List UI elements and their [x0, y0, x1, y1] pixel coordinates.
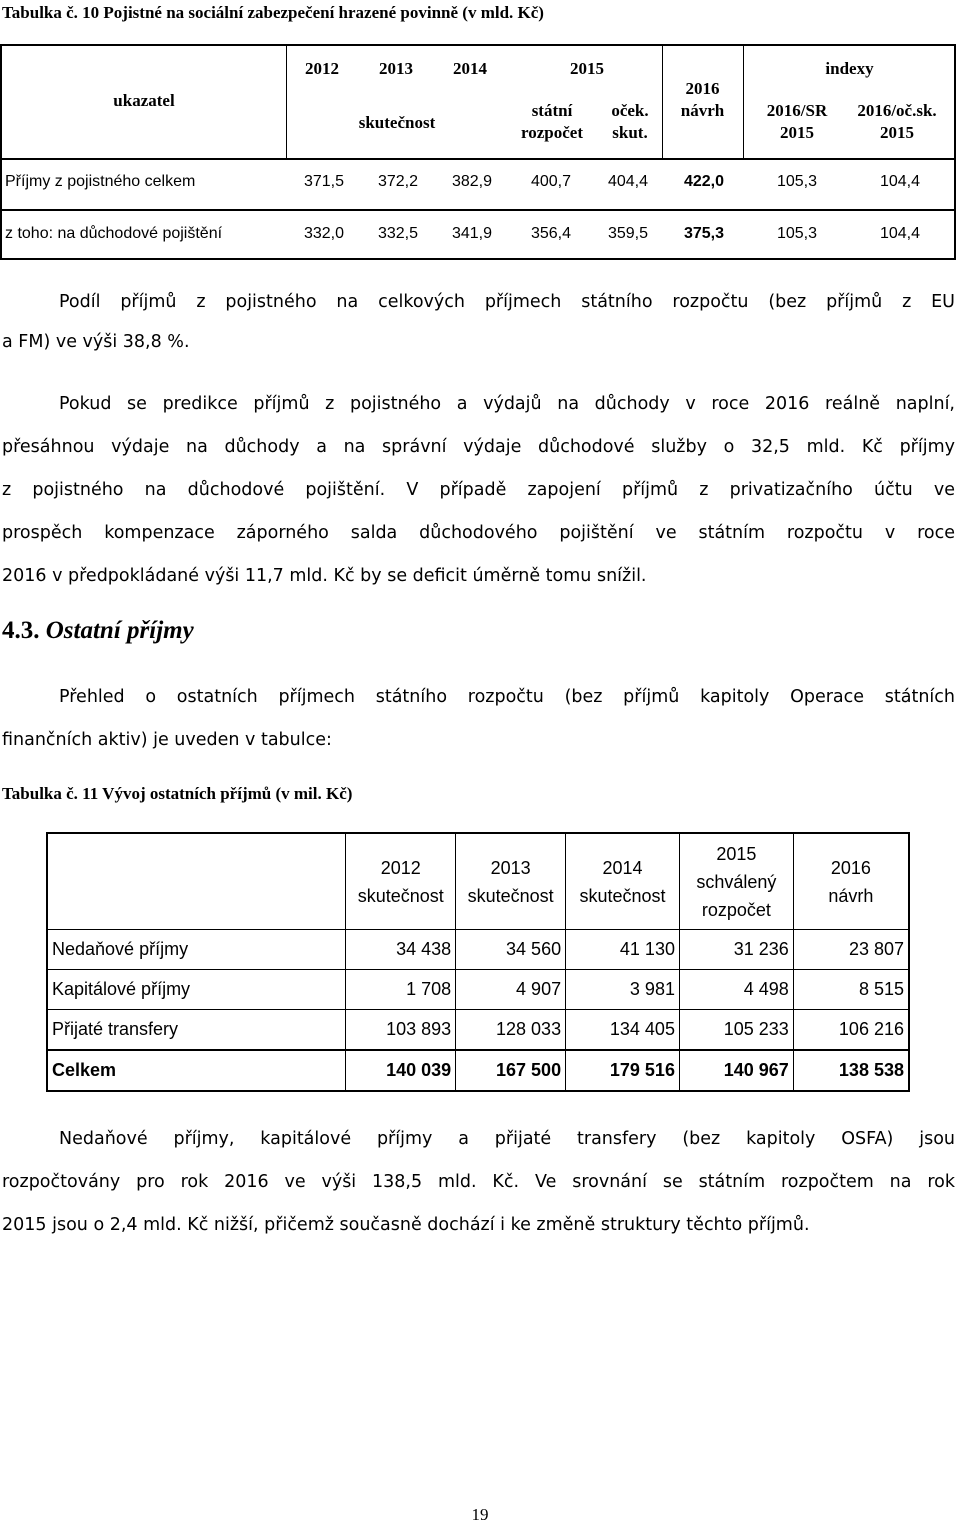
paragraph-prediction-line: přesáhnou výdaje na důchody a na správní výdaje důchodové služby o 32,5 mld. Kč příjmy: [2, 437, 955, 457]
paragraph-prediction-line: prospěch kompenzace záporného salda důchodového pojištění ve státním rozpočtu v roce: [2, 523, 955, 543]
header-statni-line2: rozpočet: [521, 123, 583, 142]
header-ocsk: [842, 100, 952, 144]
table-cell: 404,4: [607, 173, 649, 190]
section-number: 4.3.: [2, 617, 40, 644]
paragraph-summary-line: 2015 jsou o 2,4 mld. Kč nižší, přičemž současně dochází i ke změně struktury těchto příjmů.: [2, 1215, 810, 1235]
table-cell: 34 560: [456, 930, 566, 970]
header-2012: 2012: [305, 59, 339, 78]
table-cell: 103 893: [346, 1010, 456, 1051]
paragraph-summary-line: Nedaňové příjmy, kapitálové příjmy a přijaté transfery (bez kapitoly OSFA) jsou: [59, 1129, 955, 1149]
table-cell: 372,2: [377, 173, 419, 190]
table-cell: 104,4: [879, 173, 921, 190]
row-label: Kapitálové příjmy: [47, 970, 346, 1010]
table-cell: 359,5: [607, 225, 649, 242]
header-2016-navrh: [662, 78, 743, 122]
header-line: návrh: [828, 885, 874, 906]
header-cell-2013: [456, 833, 566, 930]
table-cell: 140 039: [346, 1050, 456, 1091]
header-sr: [747, 100, 847, 144]
table-cell: 356,4: [530, 225, 572, 242]
header-sr-line2: 2015: [780, 123, 814, 142]
paragraph-overview-end: finančních aktiv) je uveden v tabulce:: [2, 730, 332, 750]
table-row: [47, 930, 909, 970]
table-cell: 41 130: [566, 930, 680, 970]
page-number: 19: [471, 1505, 489, 1524]
table-cell: 3 981: [566, 970, 680, 1010]
header-cell-2015: [679, 833, 793, 930]
header-cell-empty: [47, 833, 346, 930]
table11: [46, 832, 910, 1092]
table-cell: 105,3: [776, 225, 818, 242]
header-line: 2014: [602, 857, 643, 878]
header-ocsk-line2: 2015: [880, 123, 914, 142]
header-line: skutečnost: [579, 885, 666, 906]
table-cell: 1 708: [346, 970, 456, 1010]
header-cell-2014: [566, 833, 680, 930]
table-cell: 128 033: [456, 1010, 566, 1051]
header-statni-line1: státní: [531, 101, 573, 120]
header-ocek-skut: [600, 100, 660, 144]
table-cell: 422,0: [683, 173, 725, 190]
header-2015: 2015: [570, 59, 604, 78]
table-cell: 106 216: [793, 1010, 909, 1051]
table-row: [47, 970, 909, 1010]
row-label: Přijaté transfery: [47, 1010, 346, 1051]
header-ocek-line2: skut.: [612, 123, 648, 142]
row-label: z toho: na důchodové pojištění: [5, 225, 223, 242]
paragraph-prediction-line: z pojistného na důchodové pojištění. V případě zapojení příjmů z privatizačního účtu ve: [2, 480, 955, 500]
section-heading: [2, 617, 194, 645]
header-ocek-line1: oček.: [611, 101, 649, 120]
section-title: Ostatní příjmy: [45, 617, 194, 644]
table-cell: 341,9: [451, 225, 493, 242]
table10-header-divider: [2, 158, 954, 160]
header-2014: 2014: [453, 59, 487, 78]
table-cell: 375,3: [683, 225, 725, 242]
table10-row-divider: [2, 209, 954, 211]
table-cell: 134 405: [566, 1010, 680, 1051]
table-header-row: [47, 833, 909, 930]
paragraph-share-end: a FM) ve výši 38,8 %.: [2, 332, 190, 352]
table-cell: 167 500: [456, 1050, 566, 1091]
paragraph-share: Podíl příjmů z pojistného na celkových příjmech státního rozpočtu (bez příjmů z EU: [59, 292, 955, 312]
table10-caption: Tabulka č. 10 Pojistné na sociální zabezpečení hrazené povinně (v mld. Kč): [2, 3, 544, 22]
header-ukazatel: ukazatel: [113, 91, 175, 110]
header-line: 2016: [830, 857, 871, 878]
table-cell: 332,5: [377, 225, 419, 242]
table-cell: 105,3: [776, 173, 818, 190]
paragraph-summary-line: rozpočtovány pro rok 2016 ve výši 138,5 mld. Kč. Ve srovnání se státním rozpočtem na rok: [2, 1172, 955, 1192]
header-line: skutečnost: [357, 885, 444, 906]
table-cell: 105 233: [679, 1010, 793, 1051]
header-line: 2015: [716, 843, 757, 864]
table-cell: 23 807: [793, 930, 909, 970]
table-cell: 400,7: [530, 173, 572, 190]
table-cell: 34 438: [346, 930, 456, 970]
paragraph-prediction-line: 2016 v předpokládané výši 11,7 mld. Kč by se deficit úměrně tomu snížil.: [2, 566, 647, 586]
paragraph-overview: Přehled o ostatních příjmech státního rozpočtu (bez příjmů kapitoly Operace státních: [59, 687, 955, 707]
header-cell-2012: [346, 833, 456, 930]
table-cell: 8 515: [793, 970, 909, 1010]
header-line: 2013: [490, 857, 531, 878]
header-line: 2012: [380, 857, 421, 878]
table-cell: 140 967: [679, 1050, 793, 1091]
table-cell: 179 516: [566, 1050, 680, 1091]
row-label: Příjmy z pojistného celkem: [5, 173, 196, 190]
table11-caption: Tabulka č. 11 Vývoj ostatních příjmů (v mil. Kč): [2, 784, 353, 803]
table-cell: 371,5: [303, 173, 345, 190]
header-navrh-line2: návrh: [680, 101, 725, 120]
header-sr-line1: 2016/SR: [766, 101, 828, 120]
header-line: rozpočet: [701, 899, 771, 920]
table-total-row: [47, 1050, 909, 1091]
row-label: Celkem: [47, 1050, 346, 1091]
header-2013: 2013: [379, 59, 413, 78]
header-cell-2016: [793, 833, 909, 930]
table-cell: 138 538: [793, 1050, 909, 1091]
table-cell: 332,0: [303, 225, 345, 242]
table-row: [47, 1010, 909, 1051]
row-label: Nedaňové příjmy: [47, 930, 346, 970]
header-navrh-line1: 2016: [685, 79, 720, 98]
table-cell: 382,9: [451, 173, 493, 190]
table10-vline: [286, 46, 287, 158]
table-cell: 4 498: [679, 970, 793, 1010]
table-cell: 31 236: [679, 930, 793, 970]
table-cell: 104,4: [879, 225, 921, 242]
table-cell: 4 907: [456, 970, 566, 1010]
header-line: skutečnost: [467, 885, 554, 906]
header-ocsk-line1: 2016/oč.sk.: [857, 101, 937, 120]
header-statni-rozpocet: [507, 100, 597, 144]
table10: [0, 44, 956, 260]
header-line: schválený: [696, 871, 777, 892]
header-indexy: indexy: [825, 59, 874, 78]
header-skutecnost: skutečnost: [358, 113, 436, 132]
paragraph-prediction-line: Pokud se predikce příjmů z pojistného a výdajů na důchody v roce 2016 reálně naplní,: [59, 394, 955, 414]
